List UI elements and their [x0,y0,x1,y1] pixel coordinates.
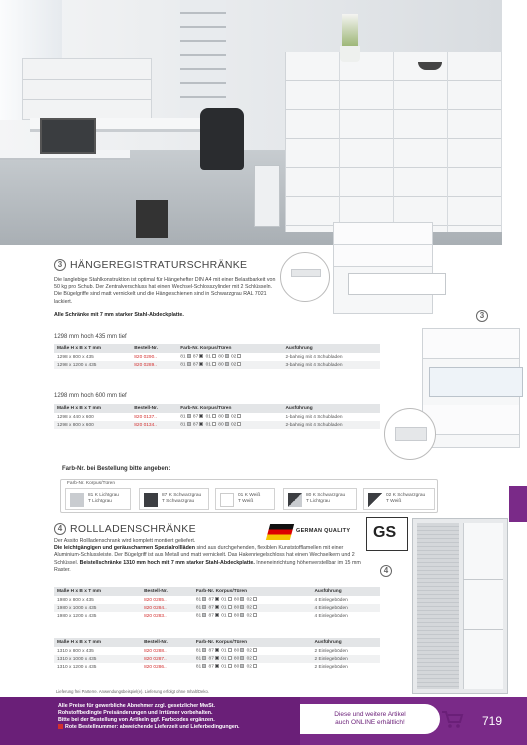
table-row: 1980 x 800 x 435 820 0285.. 81 87 01 80 02 4 Einlegeböden [57,597,348,603]
roller-cabinet-image [412,518,508,694]
footnote: Lieferung frei Parterre. Anwendungsbeispiel(e). Lieferung erfolgt ohne Inhalt/Deko. [56,689,209,694]
section-intro-bold: Alle Schränke mit 7 mm starker Stahl-Abdeckplatte. [54,312,184,318]
side-register-tab [509,486,527,522]
color-legend-heading: Farb-Nr. bei Bestellung bitte angeben: [62,466,171,472]
drawing-number-badge: 4 [380,565,392,577]
color-option: 02 K Schwarzgrau T Weiß [363,488,435,510]
filing-cabinet-drawing-2 [422,328,520,448]
detail-circle [280,252,330,302]
section-number-badge: 4 [54,523,66,535]
section-intro: Der Assito Rollladenschrank wird komplett montiert geliefert. Die leichtgängigen und geräuscharmen Spezialrollläden sind aus durchgehenden, flexiblen Kunststofflamellen mit einer Aluminium-Schlussleiste. Der Bügelgriff ist aus Metall und matt vernickelt. Das Hakenriegelschloss hat einen Wechselkern und 2 Schlüssel. Beistellschränke 1310 mm hoch mit 7 mm starker Stahl-Abdeckplatte. Inneneinrichtung höhenverstellbar im 15 mm Raster. [54,538,361,573]
red-square-icon [58,724,63,729]
product-table: Maße H x B x T mm Bestell-Nr. Farb-Nr. Korpus/Türen Ausführung 1298 x 800 x 435 820 0290.. 81 87 01 80 02 2-bahnig mit 4 Schubladen 1298 x 1200 x 435 820 0289.. 81 87 01 80 02 3-bahnig mit 4 Schubladen [54,344,380,369]
table-row: 1980 x 1000 x 435 820 0284.. 81 87 01 80 02 4 Einlegeböden [54,604,380,612]
color-option: 81 K Lichtgrau T Lichtgrau [65,488,131,510]
table-row: 1310 x 1200 x 435 820 0286.. 81 87 01 80 02 2 Einlegeböden [57,664,348,670]
online-available-link[interactable]: Diese und weitere Artikel auch ONLINE erhältlich! [300,704,440,734]
table-row: 1980 x 1200 x 435 820 0283.. 81 87 01 80 02 4 Einlegeböden [57,613,348,619]
page-number: 719 [482,714,503,728]
table-row: 1298 x 1200 x 435 820 0289.. 81 87 01 80 02 3-bahnig mit 4 Schubladen [54,361,380,369]
drawing-number-badge: 3 [476,310,488,322]
color-legend: Farb-Nr. Korpus/Türen 81 K Lichtgrau T Lichtgrau 87 K Schwarzgrau T Schwarzgrau 01 K Weiß T Weiß 80 K Schwarzgrau T Lichtgrau 02 K Schwarzgrau T Weiß [60,479,438,513]
section-intro: Die langlebige Stahlkonstruktion ist optimal für Hängehefter DIN A4 mit einer Belastbarkeit von 50 kg pro Schub. Der Zentralverschluss hat einen Wechsel-Schlosszylinder mit 2 Schlüsseln. Die Bügelgriffe sind matt vernickelt und die Hängeschienen sind in Schwarzgrau RAL 7021 lackiert. [54,277,276,305]
table-row: 1310 x 800 x 435 820 0288.. 81 87 01 80 02 2 Einlegeböden [57,648,348,654]
product-table: Maße H x B x T mm Bestell-Nr. Farb-Nr. Korpus/Türen Ausführung 1310 x 800 x 435 820 0288.. 81 87 01 80 02 2 Einlegeböden 1310 x 1000 x 435 820 0287.. 81 87 01 80 02 2 Einlegeböden 1310 x 1200 x 435 820 0286.. 81 87 01 80 02 2 Einlegeböden [54,638,380,671]
section-title: ROLLLADENSCHRÄNKE [70,523,196,535]
color-option: 87 K Schwarzgrau T Schwarzgrau [139,488,209,510]
table-row: 1298 x 800 x 435 820 0290.. 81 87 01 80 02 2-bahnig mit 4 Schubladen [57,354,343,360]
detail-circle [384,408,436,460]
footer-notes: Alle Preise für gewerbliche Abnehmer zzgl. gesetzlicher MwSt. Rohstoffbedingte Preisänderungen und Irrtümer vorbehalten. Bitte bei der Bestellung von Artikeln ggf. Farbcodes ergänzen. Rote Bestellnummer: abweichende Lieferzeit und Lieferbedingungen. [0,697,300,745]
product-table: Maße H x B x T mm Bestell-Nr. Farb-Nr. Korpus/Türen Ausführung 1298 x 440 x 600 820 0137.. 81 87 01 80 02 1-bahnig mit 4 Schubladen 1298 x 800 x 600 820 0134.. 81 87 01 80 02 2-bahnig mit 4 Schubladen [54,404,380,429]
product-table: Maße H x B x T mm Bestell-Nr. Farb-Nr. Korpus/Türen Ausführung 1980 x 800 x 435 820 0285.. 81 87 01 80 02 4 Einlegeböden 1980 x 1000 x 435 820 0284.. 81 87 01 80 02 4 Einlegeböden 1980 x 1200 x 435 820 0283.. 81 87 01 80 02 4 Einlegeböden [54,587,380,620]
german-quality-logo: GERMAN QUALITY [268,524,358,540]
table-group-title: 1298 mm hoch 600 mm tief [54,393,127,399]
office-hero-image [0,0,502,245]
filing-cabinets-photo [285,52,502,232]
table-group-title: 1298 mm hoch 435 mm tief [54,334,127,340]
table-row: 1298 x 440 x 600 820 0137.. 81 87 01 80 02 1-bahnig mit 4 Schubladen [57,414,343,420]
table-row: 1310 x 1000 x 435 820 0287.. 81 87 01 80 02 2 Einlegeböden [54,655,380,663]
gs-certification-logo: GS [366,517,408,551]
table-row: 1298 x 800 x 600 820 0134.. 81 87 01 80 02 2-bahnig mit 4 Schubladen [54,421,380,429]
section-title: HÄNGEREGISTRATURSCHRÄNKE [70,259,248,271]
cart-icon[interactable] [440,709,464,729]
filing-cabinet-drawing [333,222,433,314]
section-number-badge: 3 [54,259,66,271]
color-option: 80 K Schwarzgrau T Lichtgrau [283,488,357,510]
color-option: 01 K Weiß T Weiß [215,488,275,510]
